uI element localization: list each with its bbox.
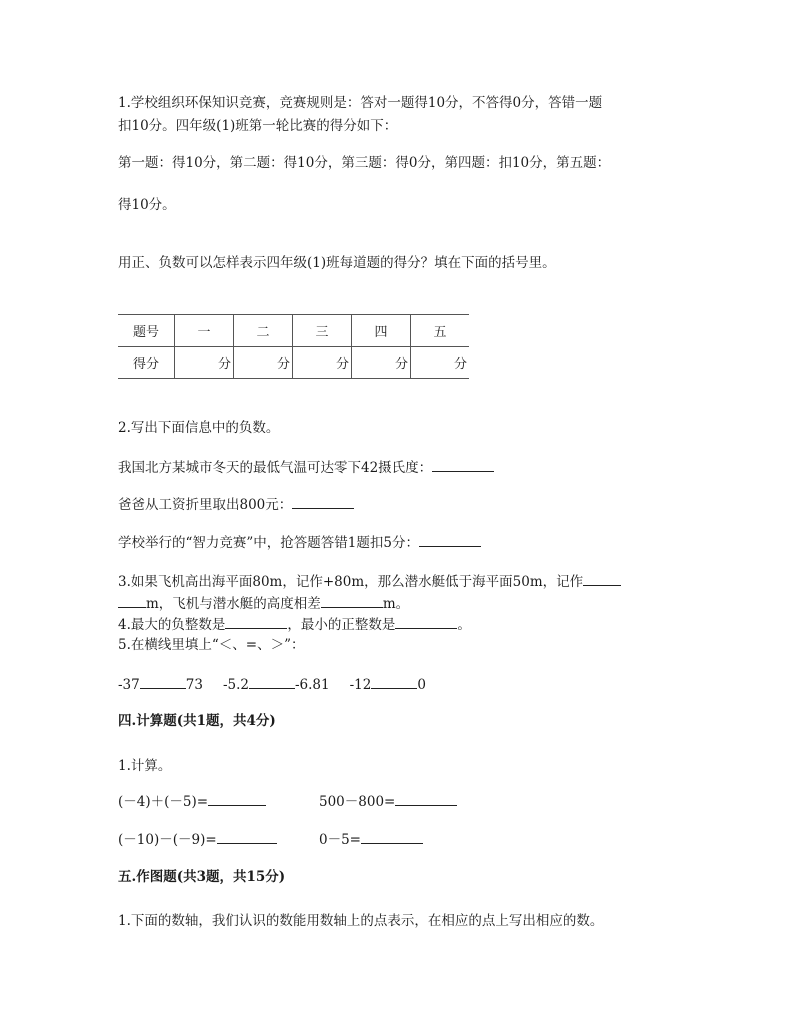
score-answer-cell[interactable]: 分 (352, 347, 411, 379)
answer-blank[interactable] (395, 614, 457, 629)
answer-blank[interactable] (217, 829, 277, 844)
calc-text: 0－5= (319, 832, 361, 848)
q5-title: 5.在横线里填上“＜、=、＞”： (118, 637, 305, 653)
q3-text-1: 3.如果飞机高出海平面80m，记作+80m，那么潜水艇低于海平面50m，记作 (118, 574, 584, 590)
q3-text-2: m，飞机与潜水艇的高度相差 (146, 596, 321, 612)
score-answer-cell[interactable]: 分 (293, 347, 352, 379)
compare-value: -5.2 (222, 677, 249, 693)
compare-value: -12 (349, 677, 372, 693)
score-answer-cell[interactable]: 分 (411, 347, 470, 379)
section-4-q1-title: 1.计算。 (118, 758, 172, 774)
calc-text: (－10)－(－9)= (118, 832, 217, 848)
q2-item-3-text: 学校举行的“智力竞赛”中，抢答题答错1题扣5分： (118, 535, 419, 551)
q1-line-3: 第一题：得10分，第二题：得10分，第三题：得0分，第四题：扣10分，第五题： (118, 155, 611, 171)
score-table-header-row (118, 315, 469, 347)
q2-item-1-text: 我国北方某城市冬天的最低气温可达零下42摄氏度： (118, 460, 433, 476)
answer-blank[interactable] (419, 532, 481, 547)
section-5-title: 五.作图题(共3题，共15分) (118, 869, 286, 885)
q1-line-2: 扣10分。四年级(1)班第一轮比赛的得分如下： (118, 118, 398, 134)
answer-blank[interactable] (140, 674, 186, 689)
compare-value: 73 (185, 677, 203, 693)
calc-expression-4 (319, 829, 423, 849)
question-4 (118, 614, 471, 634)
question-number-cell: 四 (352, 315, 411, 347)
calc-text: (－4)＋(－5)= (118, 794, 209, 810)
answer-blank[interactable] (321, 593, 383, 608)
q1-line-1: 1.学校组织环保知识竞赛，竞赛规则是：答对一题得10分，不答得0分，答错一题 (118, 95, 603, 111)
answer-blank[interactable] (371, 674, 417, 689)
score-answer-cell[interactable]: 分 (234, 347, 293, 379)
answer-blank[interactable] (292, 494, 354, 509)
score-table-score-row (118, 347, 469, 379)
q2-item-3 (118, 532, 481, 552)
q3-line-1 (118, 571, 621, 591)
q2-item-1 (118, 457, 494, 477)
q3-line-2 (118, 593, 409, 613)
calc-expression-1 (118, 791, 266, 811)
answer-blank[interactable] (432, 457, 494, 472)
question-number-cell: 一 (175, 315, 234, 347)
calc-expression-3 (118, 829, 277, 849)
row-label-cell: 得分 (118, 347, 175, 379)
score-answer-cell[interactable]: 分 (175, 347, 234, 379)
q5-comparisons (118, 674, 426, 694)
q4-text-1: 4.最大的负整数是 (118, 617, 226, 633)
q2-item-2 (118, 494, 354, 514)
answer-blank[interactable] (583, 571, 621, 586)
answer-blank[interactable] (395, 791, 457, 806)
q4-text-3: 。 (457, 617, 471, 633)
calc-expression-2 (319, 791, 457, 811)
answer-blank[interactable] (118, 593, 146, 608)
header-label-cell: 题号 (118, 315, 175, 347)
answer-blank[interactable] (208, 791, 266, 806)
question-number-cell: 二 (234, 315, 293, 347)
q1-line-5: 用正、负数可以怎样表示四年级(1)班每道题的得分？填在下面的括号里。 (118, 255, 556, 271)
q4-text-2: ，最小的正整数是 (287, 617, 396, 633)
question-number-cell: 五 (411, 315, 470, 347)
section-4-title: 四.计算题(共1题，共4分) (118, 713, 276, 729)
answer-blank[interactable] (249, 674, 295, 689)
compare-value: 0 (417, 677, 426, 693)
answer-blank[interactable] (225, 614, 287, 629)
calc-text: 500－800= (319, 794, 396, 810)
q1-line-4: 得10分。 (118, 197, 176, 213)
answer-blank[interactable] (361, 829, 423, 844)
q2-item-2-text: 爸爸从工资折里取出800元： (118, 497, 293, 513)
section-5-q1-title: 1.下面的数轴，我们认识的数能用数轴上的点表示，在相应的点上写出相应的数。 (118, 913, 604, 929)
q2-title: 2.写出下面信息中的负数。 (118, 420, 280, 436)
q3-text-3: m。 (382, 596, 410, 612)
compare-value: -37 (118, 677, 140, 693)
compare-value: -6.81 (294, 677, 330, 693)
score-table (118, 314, 469, 379)
question-number-cell: 三 (293, 315, 352, 347)
